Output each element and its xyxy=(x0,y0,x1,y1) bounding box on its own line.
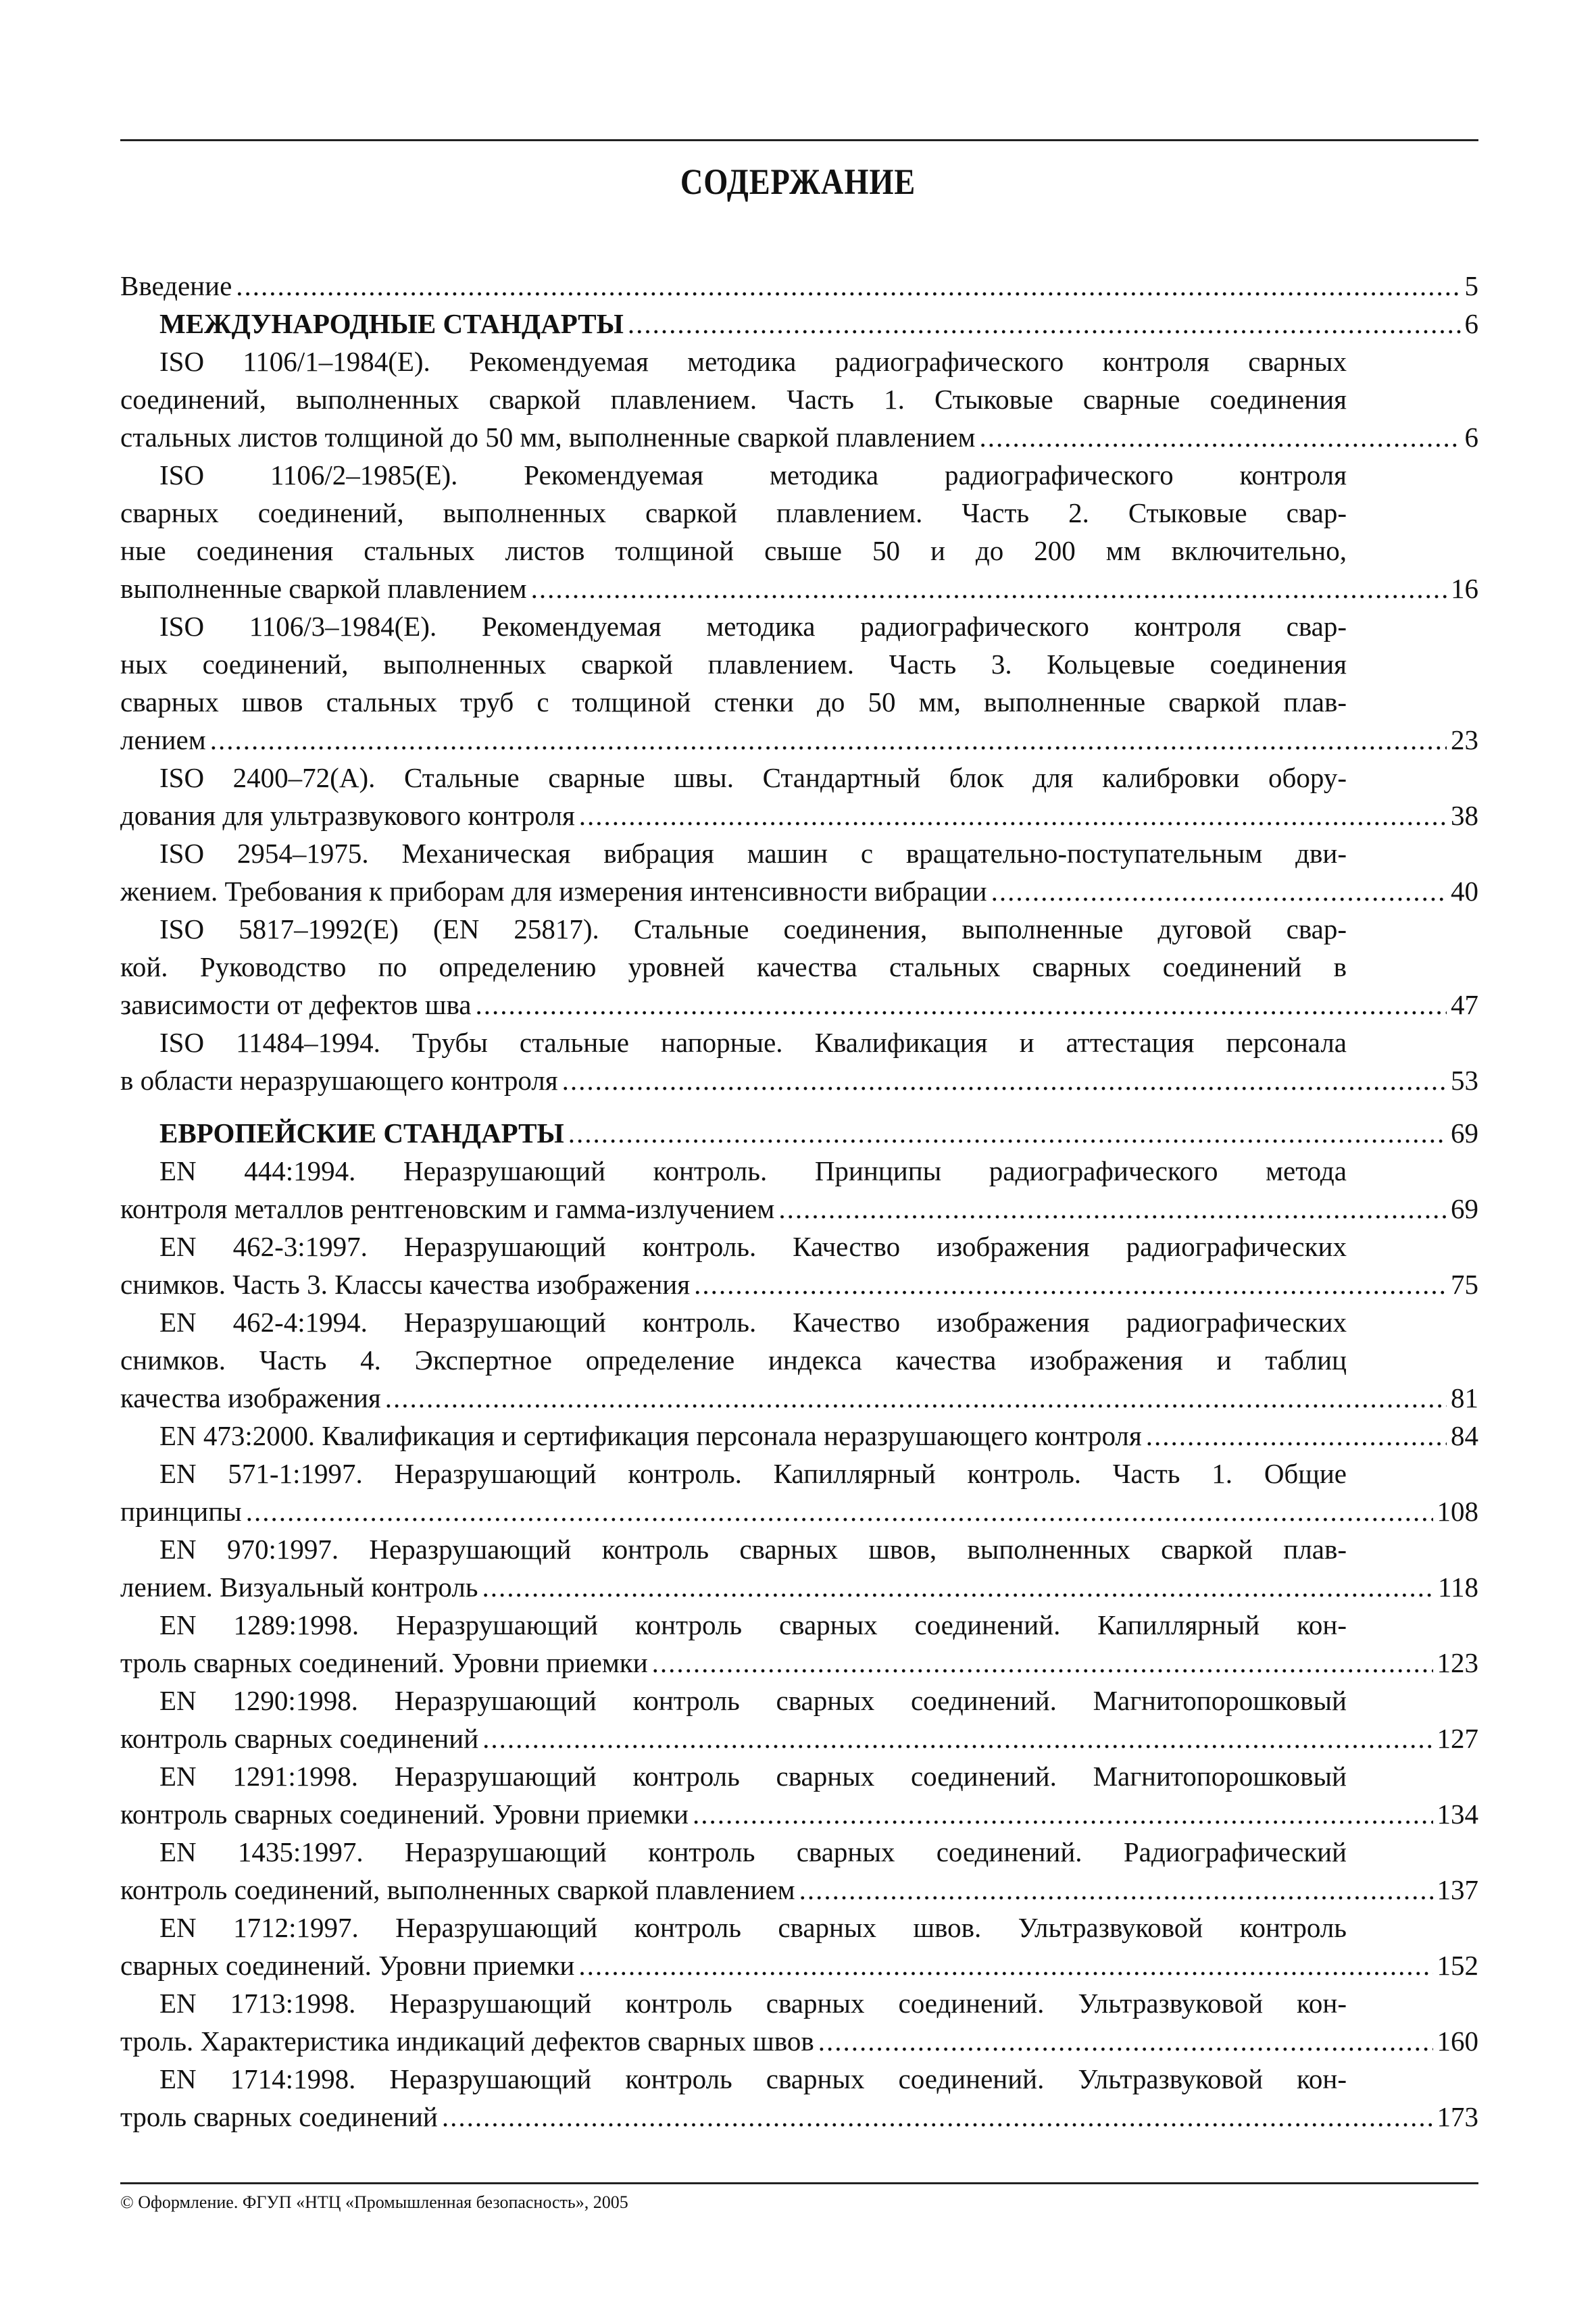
toc-entry xyxy=(120,267,1478,305)
toc-page-number: 123 xyxy=(1437,1647,1478,1678)
toc-line xyxy=(120,1190,1478,1228)
dot-leader xyxy=(693,1795,1433,1833)
dot-leader xyxy=(236,267,1460,305)
toc-line xyxy=(120,872,1478,910)
toc-line xyxy=(120,1379,1478,1417)
toc-line-text: троль. Характеристика индикаций дефектов сварных швов xyxy=(120,2026,814,2057)
dot-leader xyxy=(818,2022,1433,2060)
toc-line-text: МЕЖДУНАРОДНЫЕ СТАНДАРТЫ xyxy=(159,308,624,339)
toc-line xyxy=(120,1606,1478,1644)
toc-line-text: стальных листов толщиной до 50 мм, выполненные сваркой плавлением xyxy=(120,422,976,453)
toc-line-text: EN 1714:1998. Неразрушающий контроль сварных соединений. Ультразвуковой кон- xyxy=(159,2063,1347,2094)
toc-line xyxy=(120,1757,1478,1795)
toc-line-text: троль сварных соединений. Уровни приемки xyxy=(120,1647,648,1678)
toc-line-text: EN 462-3:1997. Неразрушающий контроль. Качество изображения радиографических xyxy=(159,1231,1347,1262)
toc-page-number: 152 xyxy=(1437,1950,1478,1981)
toc-line-text: ных соединений, выполненных сваркой плавлением. Часть 3. Кольцевые соединения xyxy=(120,649,1347,680)
toc-page-number: 40 xyxy=(1451,876,1478,907)
toc-line-text: Введение xyxy=(120,270,232,301)
toc-entry xyxy=(120,1682,1478,1757)
toc-entry xyxy=(120,834,1478,910)
toc-page-number: 69 xyxy=(1451,1193,1478,1224)
toc-entry xyxy=(120,1833,1478,1909)
toc-line xyxy=(120,1682,1478,1719)
toc-line-text: EN 571-1:1997. Неразрушающий контроль. Капиллярный контроль. Часть 1. Общие xyxy=(159,1458,1347,1489)
toc-entry xyxy=(120,607,1478,759)
dot-leader xyxy=(694,1265,1447,1303)
toc-line-text: EN 444:1994. Неразрушающий контроль. Принципы радиографического метода xyxy=(159,1155,1347,1186)
dot-leader xyxy=(246,1492,1433,1530)
toc-line-text: EN 1289:1998. Неразрушающий контроль сварных соединений. Капиллярный кон- xyxy=(159,1609,1347,1640)
page-title: СОДЕРЖАНИЕ xyxy=(680,161,916,202)
toc-line xyxy=(120,1265,1478,1303)
toc-line xyxy=(120,2098,1478,2136)
dot-leader xyxy=(385,1379,1447,1417)
toc-line xyxy=(120,1795,1478,1833)
toc-line xyxy=(120,834,1478,872)
toc-line xyxy=(120,1417,1478,1455)
toc-page-number: 134 xyxy=(1437,1799,1478,1830)
toc-entry xyxy=(120,1757,1478,1833)
toc-line-text: дования для ультразвукового контроля xyxy=(120,800,575,831)
dot-leader xyxy=(799,1871,1433,1909)
toc-line-text: EN 473:2000. Квалификация и сертификация персонала неразрушающего контроля xyxy=(159,1420,1142,1451)
toc-page-number: 47 xyxy=(1451,989,1478,1020)
dot-leader xyxy=(476,986,1447,1024)
toc-line-text: снимков. Часть 3. Классы качества изображения xyxy=(120,1269,691,1300)
toc-line-text: контроль соединений, выполненных сваркой плавлением xyxy=(120,1874,795,1905)
toc-page-number: 84 xyxy=(1451,1420,1478,1451)
toc-entry xyxy=(120,1024,1478,1099)
toc-line xyxy=(120,797,1478,834)
toc-page-number: 75 xyxy=(1451,1269,1478,1300)
toc-line-text: ISO 2954–1975. Механическая вибрация машин с вращательно-поступательным дви- xyxy=(159,838,1347,869)
toc-page-number: 81 xyxy=(1451,1382,1478,1413)
toc-section-heading xyxy=(120,305,1478,343)
toc-entry xyxy=(120,343,1478,456)
toc-line-text: EN 1290:1998. Неразрушающий контроль сварных соединений. Магнитопорошковый xyxy=(159,1685,1347,1716)
toc-line xyxy=(120,683,1478,721)
toc-line-text: зависимости от дефектов шва xyxy=(120,989,472,1020)
toc-entry xyxy=(120,1417,1478,1455)
copyright-footer: © Оформление. ФГУП «НТЦ «Промышленная безопасность», 2005 xyxy=(120,2192,628,2212)
toc-line xyxy=(120,343,1478,380)
dot-leader xyxy=(562,1061,1447,1099)
toc-line-text: EN 462-4:1994. Неразрушающий контроль. Качество изображения радиографических xyxy=(159,1307,1347,1338)
toc-line xyxy=(120,1492,1478,1530)
toc-page-number: 127 xyxy=(1437,1723,1478,1754)
toc-line xyxy=(120,267,1478,305)
table-of-contents xyxy=(120,267,1478,2136)
toc-line-text: сварных соединений, выполненных сваркой плавлением. Часть 2. Стыковые свар- xyxy=(120,497,1347,528)
toc-line-text: EN 1712:1997. Неразрушающий контроль сварных швов. Ультразвуковой контроль xyxy=(159,1912,1347,1943)
toc-line-text: жением. Требования к приборам для измерения интенсивности вибрации xyxy=(120,876,987,907)
dot-leader xyxy=(210,721,1447,759)
dot-leader xyxy=(991,872,1447,910)
toc-line-text: контроль сварных соединений xyxy=(120,1723,479,1754)
toc-page-number: 137 xyxy=(1437,1874,1478,1905)
toc-line xyxy=(120,1909,1478,1946)
toc-line-text: ЕВРОПЕЙСКИЕ СТАНДАРТЫ xyxy=(159,1117,564,1149)
toc-line xyxy=(120,1871,1478,1909)
toc-line xyxy=(120,456,1478,494)
toc-line-text: EN 1291:1998. Неразрушающий контроль сварных соединений. Магнитопорошковый xyxy=(159,1761,1347,1792)
toc-line-text: ISO 2400–72(A). Стальные сварные швы. Стандартный блок для калибровки обору- xyxy=(159,762,1347,793)
dot-leader xyxy=(778,1190,1447,1228)
dot-leader xyxy=(531,570,1447,607)
toc-page-number: 16 xyxy=(1451,573,1478,604)
toc-line xyxy=(120,1024,1478,1061)
toc-page-number: 173 xyxy=(1437,2101,1478,2132)
dot-leader xyxy=(628,305,1461,343)
toc-page-number: 5 xyxy=(1464,270,1478,301)
toc-line xyxy=(120,2022,1478,2060)
toc-line-text: ISO 1106/2–1985(E). Рекомендуемая методика радиографического контроля xyxy=(159,459,1347,491)
dot-leader xyxy=(568,1114,1447,1152)
toc-line-text: сварных швов стальных труб с толщиной стенки до 50 мм, выполненные сваркой плав- xyxy=(120,686,1347,718)
toc-line-text: качества изображения xyxy=(120,1382,381,1413)
toc-page-number: 108 xyxy=(1437,1496,1478,1527)
dot-leader xyxy=(482,1568,1434,1606)
toc-line-text: снимков. Часть 4. Экспертное определение индекса качества изображения и таблиц xyxy=(120,1344,1347,1376)
toc-line xyxy=(120,418,1478,456)
toc-line-text: EN 1713:1998. Неразрушающий контроль сварных соединений. Ультразвуковой кон- xyxy=(159,1988,1347,2019)
toc-page-number: 6 xyxy=(1464,308,1478,339)
toc-entry xyxy=(120,1228,1478,1303)
toc-line xyxy=(120,1568,1478,1606)
toc-line-text: лением xyxy=(120,724,206,755)
toc-entry xyxy=(120,2060,1478,2136)
toc-line-text: ISO 1106/3–1984(E). Рекомендуемая методика радиографического контроля свар- xyxy=(159,611,1347,642)
toc-line xyxy=(120,1303,1478,1341)
toc-line xyxy=(120,1152,1478,1190)
toc-entry xyxy=(120,910,1478,1024)
toc-line xyxy=(120,645,1478,683)
dot-leader xyxy=(1146,1417,1447,1455)
toc-line-text: контроль сварных соединений. Уровни приемки xyxy=(120,1799,689,1830)
dot-leader xyxy=(442,2098,1433,2136)
toc-line xyxy=(120,759,1478,797)
dot-leader xyxy=(578,1946,1432,1984)
toc-line-text: кой. Руководство по определению уровней качества стальных сварных соединений в xyxy=(120,951,1347,982)
toc-line-text: ISO 1106/1–1984(E). Рекомендуемая методика радиографического контроля сварных xyxy=(159,346,1347,377)
toc-page-number: 118 xyxy=(1438,1571,1478,1603)
toc-page-number: 6 xyxy=(1464,422,1478,453)
toc-line xyxy=(120,305,1478,343)
toc-line xyxy=(120,1341,1478,1379)
toc-entry xyxy=(120,1152,1478,1228)
toc-line xyxy=(120,910,1478,948)
toc-line-text: ные соединения стальных листов толщиной свыше 50 и до 200 мм включительно, xyxy=(120,535,1347,566)
dot-leader xyxy=(652,1644,1433,1682)
toc-line-text: сварных соединений. Уровни приемки xyxy=(120,1950,575,1981)
toc-line-text: контроля металлов рентгеновским и гамма-излучением xyxy=(120,1193,775,1224)
toc-line xyxy=(120,1530,1478,1568)
toc-entry xyxy=(120,1303,1478,1417)
dot-leader xyxy=(482,1719,1432,1757)
toc-line-text: ISO 5817–1992(E) (EN 25817). Стальные соединения, выполненные дуговой свар- xyxy=(159,913,1347,945)
toc-line xyxy=(120,570,1478,607)
toc-line-text: принципы xyxy=(120,1496,242,1527)
toc-line xyxy=(120,380,1478,418)
toc-entry xyxy=(120,1984,1478,2060)
toc-line xyxy=(120,948,1478,986)
toc-entry xyxy=(120,1455,1478,1530)
toc-line xyxy=(120,721,1478,759)
toc-line-text: ISO 11484–1994. Трубы стальные напорные. Квалификация и аттестация персонала xyxy=(159,1027,1347,1058)
toc-page-number: 38 xyxy=(1451,800,1478,831)
toc-line xyxy=(120,494,1478,532)
toc-page-number: 23 xyxy=(1451,724,1478,755)
toc-line xyxy=(120,1114,1478,1152)
dot-leader xyxy=(579,797,1447,834)
toc-line xyxy=(120,1644,1478,1682)
toc-page-number: 69 xyxy=(1451,1117,1478,1149)
toc-page-number: 160 xyxy=(1437,2026,1478,2057)
toc-line xyxy=(120,2060,1478,2098)
bottom-rule xyxy=(120,2182,1478,2184)
dot-leader xyxy=(979,418,1460,456)
toc-entry xyxy=(120,456,1478,607)
toc-line xyxy=(120,1061,1478,1099)
toc-line-text: в области неразрушающего контроля xyxy=(120,1065,558,1096)
toc-line-text: соединений, выполненных сваркой плавлением. Часть 1. Стыковые сварные соединения xyxy=(120,384,1347,415)
toc-line xyxy=(120,986,1478,1024)
toc-entry xyxy=(120,759,1478,834)
toc-line-text: выполненные сваркой плавлением xyxy=(120,573,527,604)
toc-line xyxy=(120,1719,1478,1757)
toc-line-text: EN 1435:1997. Неразрушающий контроль сварных соединений. Радиографический xyxy=(159,1836,1347,1867)
toc-section-heading xyxy=(120,1114,1478,1152)
toc-line xyxy=(120,1455,1478,1492)
toc-entry xyxy=(120,1530,1478,1606)
toc-line xyxy=(120,1833,1478,1871)
toc-entry xyxy=(120,1606,1478,1682)
toc-page-number: 53 xyxy=(1451,1065,1478,1096)
toc-line xyxy=(120,1984,1478,2022)
toc-line-text: лением. Визуальный контроль xyxy=(120,1571,478,1603)
toc-line-text: троль сварных соединений xyxy=(120,2101,438,2132)
toc-line-text: EN 970:1997. Неразрушающий контроль сварных швов, выполненных сваркой плав- xyxy=(159,1534,1347,1565)
toc-line xyxy=(120,607,1478,645)
toc-line xyxy=(120,1228,1478,1265)
toc-line xyxy=(120,1946,1478,1984)
toc-entry xyxy=(120,1909,1478,1984)
top-rule xyxy=(120,139,1478,141)
toc-line xyxy=(120,532,1478,570)
